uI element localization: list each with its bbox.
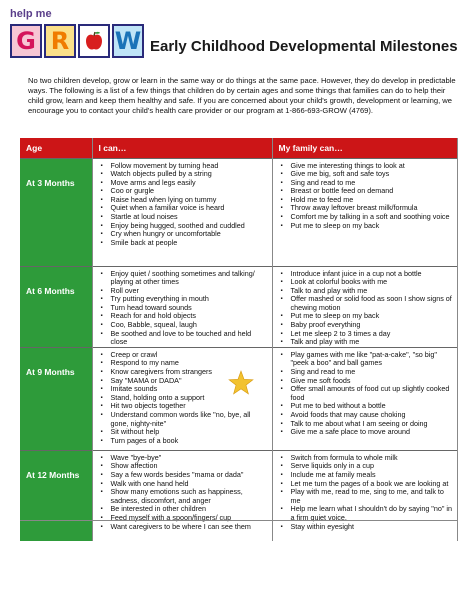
- family-can-list: [273, 348, 457, 437]
- list-item: [101, 523, 268, 532]
- bullet-icon: ▪: [100, 437, 103, 444]
- bullet-icon: ▪: [280, 279, 283, 286]
- bullet-icon: ▪: [100, 188, 103, 195]
- header-my-family-can: My family can…: [272, 138, 457, 158]
- i-can-list: [93, 348, 272, 446]
- bullet-icon: ▪: [100, 304, 103, 311]
- bullet-icon: ▪: [100, 205, 103, 212]
- bullet-icon: ▪: [100, 480, 103, 487]
- logo-block-g: G: [10, 24, 42, 58]
- list-item-text: Sing and read to me: [290, 177, 356, 187]
- list-item: [101, 239, 268, 248]
- bullet-icon: ▪: [100, 330, 103, 337]
- page-header: [0, 0, 474, 72]
- logo-block-w: W: [112, 24, 144, 58]
- bullet-icon: ▪: [100, 515, 103, 521]
- bullet-icon: ▪: [280, 171, 283, 178]
- family-can-cell: [272, 450, 457, 541]
- list-item-text: Switch from formula to whole milk: [290, 452, 398, 462]
- family-can-list: [273, 159, 457, 231]
- list-item-text: Walk with one hand held: [110, 478, 189, 488]
- family-can-cell: [272, 266, 457, 347]
- apple-icon: [82, 29, 106, 53]
- bullet-icon: ▪: [100, 231, 103, 238]
- bullet-icon: ▪: [100, 454, 103, 461]
- header-i-can: I can…: [92, 138, 272, 158]
- list-item-text: Play with me, read to me, sing to me, and talk to me: [290, 487, 444, 505]
- logo-blocks: [10, 24, 144, 58]
- list-item-text: Offer small amounts of food cut up slightly cooked food: [290, 384, 450, 402]
- bullet-icon: ▪: [280, 386, 283, 393]
- bullet-icon: ▪: [100, 403, 103, 410]
- bullet-icon: ▪: [100, 463, 103, 470]
- bullet-icon: ▪: [280, 287, 283, 294]
- bullet-icon: ▪: [100, 287, 103, 294]
- list-item-text: Let me turn the pages of a book we are looking at: [290, 478, 449, 488]
- list-item-text: Turn pages of a book: [110, 435, 179, 445]
- help-me-grow-logo: [10, 8, 148, 66]
- i-can-list: [93, 267, 272, 347]
- bullet-icon: ▪: [100, 196, 103, 203]
- list-item-text: Enjoy being hugged, soothed and cuddled: [110, 220, 245, 230]
- list-item: [281, 488, 453, 505]
- bullet-icon: ▪: [100, 296, 103, 303]
- list-item: [281, 351, 453, 368]
- list-item: [101, 437, 268, 446]
- list-item-text: Avoid foods that may cause choking: [290, 410, 406, 419]
- list-item-text: Talk to me about what I am seeing or doing: [290, 418, 428, 428]
- bullet-icon: ▪: [100, 369, 103, 376]
- bullet-icon: ▪: [100, 322, 103, 329]
- bullet-icon: ▪: [280, 296, 283, 303]
- family-can-cell: [272, 158, 457, 266]
- list-item-text: Respond to my name: [110, 358, 179, 368]
- list-item-text: Breast or bottle feed on demand: [290, 186, 394, 196]
- list-item-text: Say "MAMA or DADA": [110, 375, 182, 385]
- family-can-list: [273, 267, 457, 347]
- list-item-text: Startle at loud noises: [110, 212, 178, 222]
- list-item-text: Include me at family meals: [290, 470, 376, 480]
- bullet-icon: ▪: [280, 369, 283, 376]
- list-item-text: Give me interesting things to look at: [290, 160, 405, 170]
- bullet-icon: ▪: [280, 222, 283, 229]
- list-item-text: Cry when hungry or uncomfortable: [110, 229, 221, 239]
- bullet-icon: ▪: [280, 162, 283, 169]
- list-item-text: Say a few words besides "mama or dada": [110, 470, 244, 480]
- list-item-text: Give me soft foods: [290, 375, 351, 385]
- list-item-text: Stay within eyesight: [290, 521, 355, 531]
- list-item-text: Be interested in other children: [110, 504, 206, 514]
- bullet-icon: ▪: [280, 196, 283, 203]
- i-can-cell: [92, 450, 272, 541]
- table-bottom-rule: [20, 520, 457, 521]
- list-item-text: Introduce infant juice in a cup not a bottle: [290, 268, 422, 278]
- bullet-icon: ▪: [280, 454, 283, 461]
- bullet-icon: ▪: [100, 377, 103, 384]
- list-item-text: Put me to sleep on my back: [290, 311, 380, 321]
- list-item: [101, 330, 268, 347]
- list-item-text: Sing and read to me: [290, 367, 356, 377]
- list-item-text: Serve liquids only in a cup: [290, 461, 375, 471]
- page-title: Early Childhood Developmental Milestones: [150, 38, 458, 55]
- list-item-text: Reach for and hold objects: [110, 311, 197, 321]
- list-item-text: Raise head when lying on tummy: [110, 194, 217, 204]
- list-item-text: Coo or gurgle: [110, 186, 155, 196]
- list-item-text: Move arms and legs easily: [110, 177, 196, 187]
- bullet-icon: ▪: [280, 489, 283, 496]
- bullet-icon: ▪: [100, 171, 103, 178]
- bullet-icon: ▪: [280, 313, 283, 320]
- list-item-text: Help me learn what I shouldn't do by saying "no" in a firm quiet voice.: [290, 504, 452, 522]
- list-item-text: Comfort me by talking in a soft and soothing voice: [290, 212, 450, 222]
- bullet-icon: ▪: [280, 188, 283, 195]
- logo-tagline: help me: [10, 8, 52, 20]
- list-item: [281, 523, 453, 532]
- family-can-cell: [272, 347, 457, 450]
- list-item-text: Creep or crawl: [110, 349, 158, 359]
- milestones-table: [20, 138, 458, 541]
- header-age: Age: [20, 138, 92, 158]
- list-item-text: Show affection: [110, 461, 158, 471]
- list-item-text: Sit without help: [110, 427, 160, 437]
- list-item-text: Quiet when a familiar voice is heard: [110, 203, 225, 213]
- bullet-icon: ▪: [100, 239, 103, 246]
- list-item: [281, 428, 453, 437]
- bullet-icon: ▪: [280, 472, 283, 479]
- bullet-icon: ▪: [100, 179, 103, 186]
- bullet-icon: ▪: [100, 351, 103, 358]
- bullet-icon: ▪: [100, 313, 103, 320]
- bullet-icon: ▪: [280, 377, 283, 384]
- age-cell: At 12 Months: [20, 450, 92, 541]
- logo-block-r: R: [44, 24, 76, 58]
- bullet-icon: ▪: [280, 330, 283, 337]
- bullet-icon: ▪: [100, 162, 103, 169]
- list-item: [101, 270, 268, 287]
- bullet-icon: ▪: [280, 420, 283, 427]
- list-item-text: Know caregivers from strangers: [110, 367, 212, 377]
- bullet-icon: ▪: [100, 523, 103, 530]
- bullet-icon: ▪: [280, 412, 283, 418]
- i-can-cell: [92, 266, 272, 347]
- list-item-text: Show many emotions such as happiness, sadness, discomfort, and anger: [110, 487, 243, 505]
- list-item-text: Follow movement by turning head: [110, 160, 219, 170]
- age-cell: At 9 Months: [20, 347, 92, 450]
- list-item-text: Want caregivers to be where I can see them: [110, 521, 251, 531]
- list-item: [281, 295, 453, 312]
- list-item-text: Talk to and play with me: [290, 285, 368, 295]
- i-can-list: [93, 159, 272, 248]
- logo-block-apple: [78, 24, 110, 58]
- list-item: [281, 338, 453, 347]
- bullet-icon: ▪: [100, 506, 103, 513]
- list-item: [281, 385, 453, 402]
- bullet-icon: ▪: [100, 489, 103, 496]
- list-item-text: Give me a safe place to move around: [290, 427, 410, 437]
- bullet-icon: ▪: [280, 205, 283, 212]
- list-item-text: Talk and play with me: [290, 337, 360, 347]
- list-item-text: Watch objects pulled by a string: [110, 169, 212, 179]
- star-icon: [228, 370, 254, 396]
- bullet-icon: ▪: [280, 523, 283, 530]
- table-row: [20, 347, 457, 450]
- table-row: [20, 266, 457, 347]
- bullet-icon: ▪: [280, 351, 283, 358]
- bullet-icon: ▪: [100, 394, 103, 401]
- list-item-text: Turn head toward sounds: [110, 302, 192, 312]
- bullet-icon: ▪: [280, 463, 283, 470]
- bullet-icon: ▪: [100, 222, 103, 229]
- list-item-text: Play games with me like "pat-a-cake", "so big" "peek a boo" and ball games: [290, 349, 437, 368]
- table-row: [20, 450, 457, 541]
- list-item-text: Throw away leftover breast milk/formula: [290, 203, 418, 213]
- bullet-icon: ▪: [100, 360, 103, 367]
- list-item-text: Baby proof everything: [290, 320, 361, 330]
- list-item-text: Smile back at people: [110, 237, 178, 247]
- intro-paragraph: No two children develop, grow or learn in the same way or do things at the same pace. However, they do develop in predictable ways. The following is a list of a few things that children do by certain ages and some things that families can do to help their child grow, learn and keep them healthy and safe. If you are concerned about your child's growth, development or learning, we encourage you to contact your child's health care provider or our program at 1-866-693-GROW (4769).: [28, 76, 456, 115]
- bullet-icon: ▪: [100, 270, 103, 277]
- list-item-text: Look at colorful books with me: [290, 277, 388, 287]
- table-row: [20, 158, 457, 266]
- list-item-text: Put me to bed without a bottle: [290, 401, 386, 411]
- list-item-text: Stand, holding onto a support: [110, 392, 205, 402]
- bullet-icon: ▪: [280, 480, 283, 487]
- age-cell: At 6 Months: [20, 266, 92, 347]
- age-cell: At 3 Months: [20, 158, 92, 266]
- table-header-row: [20, 138, 457, 158]
- list-item-text: Offer mashed or solid food as soon I show signs of chewing motion: [290, 294, 452, 312]
- list-item-text: Enjoy quiet / soothing sometimes and talking/ playing at other times: [110, 268, 255, 287]
- list-item-text: Feed myself with a spoon/fingers/ cup: [110, 513, 232, 522]
- list-item-text: Hold me to feed me: [290, 194, 354, 204]
- list-item-text: Imitate sounds: [110, 384, 158, 394]
- bullet-icon: ▪: [100, 386, 103, 393]
- bullet-icon: ▪: [280, 339, 283, 346]
- list-item-text: Give me big, soft and safe toys: [290, 169, 390, 179]
- bullet-icon: ▪: [280, 270, 283, 277]
- bullet-icon: ▪: [280, 506, 283, 513]
- list-item-text: Wave "bye-bye": [110, 452, 162, 462]
- bullet-icon: ▪: [280, 214, 283, 221]
- list-item-text: Be soothed and love to be touched and held close: [110, 328, 252, 347]
- list-item-text: Hit two objects together: [110, 401, 186, 411]
- list-item-text: Put me to sleep on my back: [290, 220, 380, 230]
- i-can-cell: [92, 158, 272, 266]
- bullet-icon: ▪: [100, 412, 103, 418]
- bullet-icon: ▪: [100, 429, 103, 436]
- list-item-text: Coo, Babble, squeal, laugh: [110, 320, 197, 330]
- list-item-text: Understand common words like "no, bye, all gone, nighty-nite": [110, 410, 251, 428]
- list-item-text: Roll over: [110, 285, 139, 295]
- bullet-icon: ▪: [280, 322, 283, 329]
- bullet-icon: ▪: [280, 429, 283, 436]
- list-item: [281, 222, 453, 231]
- bullet-icon: ▪: [280, 179, 283, 186]
- list-item: [101, 488, 268, 505]
- i-can-cell: [92, 347, 272, 450]
- list-item-text: Try putting everything in mouth: [110, 294, 209, 304]
- bullet-icon: ▪: [100, 214, 103, 221]
- list-item: [101, 411, 268, 428]
- list-item-text: Let me sleep 2 to 3 times a day: [290, 328, 391, 338]
- bullet-icon: ▪: [280, 403, 283, 410]
- bullet-icon: ▪: [100, 472, 103, 479]
